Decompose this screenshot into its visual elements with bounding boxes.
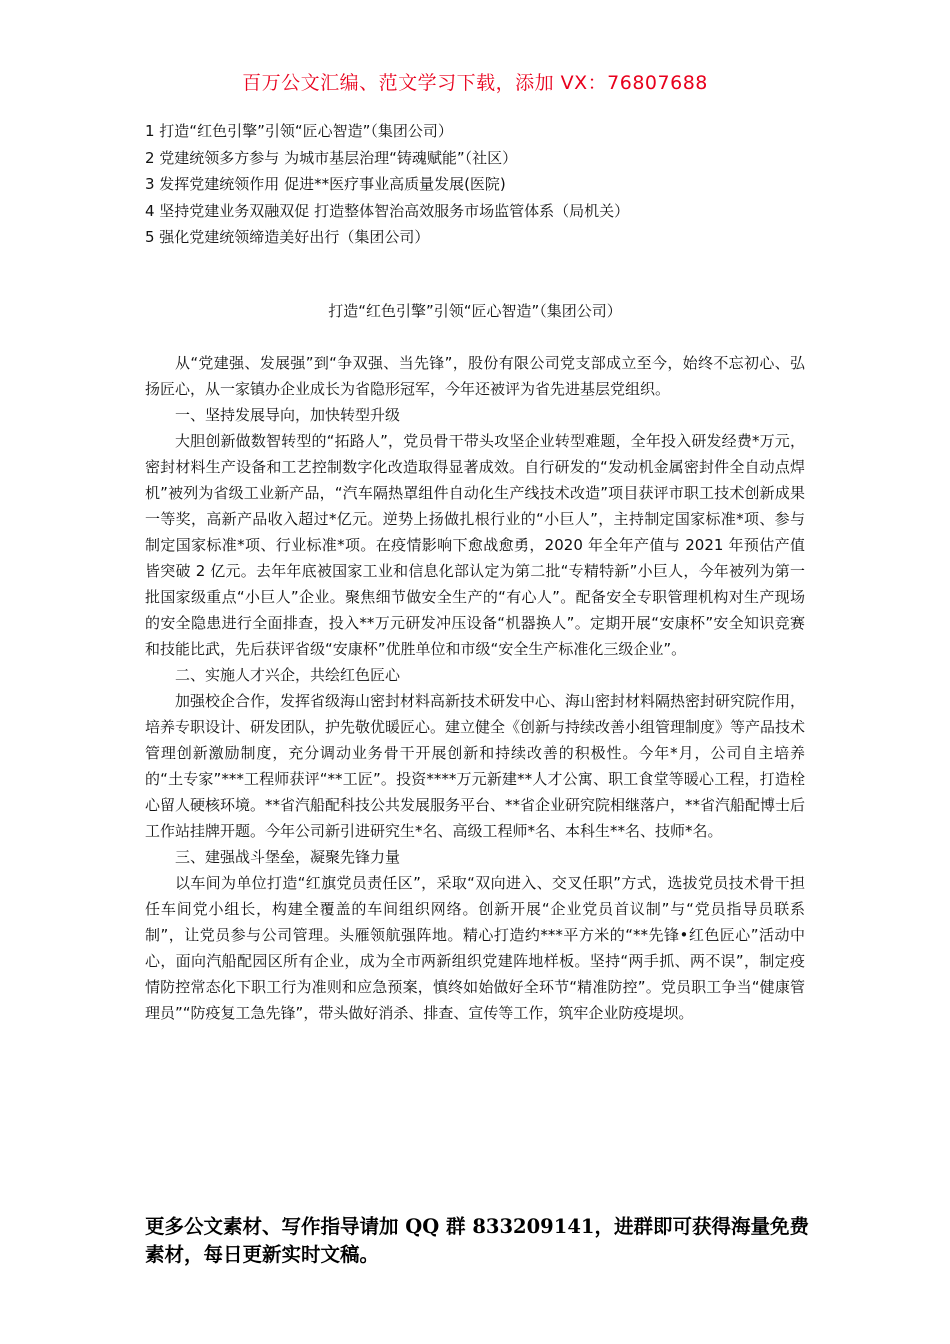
section-1-heading: 一、坚持发展导向，加快转型升级 bbox=[175, 406, 401, 424]
section-1-paragraph: 大胆创新做数智转型的“拓路人”，党员骨干带头攻坚企业转型难题，全年投入研发经费*万元，密封材料生产设备和工艺控制数字化改造取得显著成效。自行研发的“发动机金属密封件全自动点焊机”被列为省级工业新产品，“汽车隔热罩组件自动化生产线技术改造”项目获评市职工技术创新成果一等奖，高新产品收入超过*亿元。逆势上扬做扎根行业的“小巨人”，主持制定国家标准*项、参与制定国家标准*项、行业标准*项。在疫情影响下愈战愈勇，2020 年全年产值与 2021 年预估产值皆突破 2 亿元。去年年底被国家工业和信息化部认定为第二批“专精特新”小巨人，今年被列为第一批国家级重点“小巨人”企业。聚焦细节做安全生产的“有心人”。配备安全专职管理机构对生产现场的安全隐患进行全面排查，投入**万元研发冲压设备“机器换人”。定期开展“安康杯”安全知识竞赛和技能比武，先后获评省级“安康杯”优胜单位和市级“安全生产标准化三级企业”。 bbox=[145, 432, 805, 658]
section-3-paragraph: 以车间为单位打造“红旗党员责任区”，采取“双向进入、交叉任职”方式，选拔党员技术骨干担任车间党小组长，构建全覆盖的车间组织网络。创新开展“企业党员首议制”与“党员指导员联系制”，让党员参与公司管理。头雁领航强阵地。精心打造约***平方米的“**先锋•红色匠心”活动中心，面向汽船配园区所有企业，成为全市两新组织党建阵地样板。坚持“两手抓、两不误”，制定疫情防控常态化下职工行为准则和应急预案，慎终如始做好全环节“精准防控”。党员职工争当“健康管理员”“防疫复工急先锋”，带头做好消杀、排查、宣传等工作，筑牢企业防疫堤坝。 bbox=[145, 874, 805, 1022]
section-3-heading: 三、建强战斗堡垒，凝聚先锋力量 bbox=[175, 848, 401, 866]
toc-item-1: 1 打造“红色引擎”引领“匠心智造”（集团公司） bbox=[145, 122, 453, 140]
header-banner: 百万公文汇编、范文学习下载，添加 VX：76807688 bbox=[242, 72, 708, 94]
toc-item-5: 5 强化党建统领缔造美好出行（集团公司） bbox=[145, 228, 430, 246]
toc-item-2: 2 党建统领多方参与 为城市基层治理“铸魂赋能”（社区） bbox=[145, 148, 518, 167]
section-2-heading: 二、实施人才兴企，共绘红色匠心 bbox=[175, 666, 401, 684]
table-of-contents bbox=[145, 118, 825, 251]
footer-promo-note: 更多公文素材、写作指导请加 QQ 群 833209141，进群即可获得海量免费素材，每日更新实时文稿。 bbox=[145, 1215, 809, 1266]
intro-paragraph: 从“党建强、发展强”到“争双强、当先锋”，股份有限公司党支部成立至今，始终不忘初心、弘扬匠心，从一家镇办企业成长为省隐形冠军，今年还被评为省先进基层党组织。 bbox=[145, 354, 805, 398]
toc-item-3: 3 发挥党建统领作用 促进**医疗事业高质量发展(医院) bbox=[145, 175, 506, 193]
section-2-paragraph: 加强校企合作，发挥省级海山密封材料高新技术研发中心、海山密封材料隔热密封研究院作用，培养专职设计、研发团队，护先敬优暖匠心。建立健全《创新与持续改善小组管理制度》等产品技术管理创新激励制度，充分调动业务骨干开展创新和持续改善的积极性。今年*月，公司自主培养的“土专家”***工程师获评“**工匠”。投资****万元新建**人才公寓、职工食堂等暖心工程，打造栓心留人硬核环境。**省汽船配科技公共发展服务平台、**省企业研究院相继落户，**省汽船配博士后工作站挂牌开题。今年公司新引进研究生*名、高级工程师*名、本科生**名、技师*名。 bbox=[145, 692, 806, 840]
toc-item-4: 4 坚持党建业务双融双促 打造整体智治高效服务市场监管体系（局机关） bbox=[145, 201, 630, 220]
article-body bbox=[145, 350, 805, 1026]
article-title: 打造“红色引擎”引领“匠心智造”（集团公司） bbox=[328, 302, 622, 320]
